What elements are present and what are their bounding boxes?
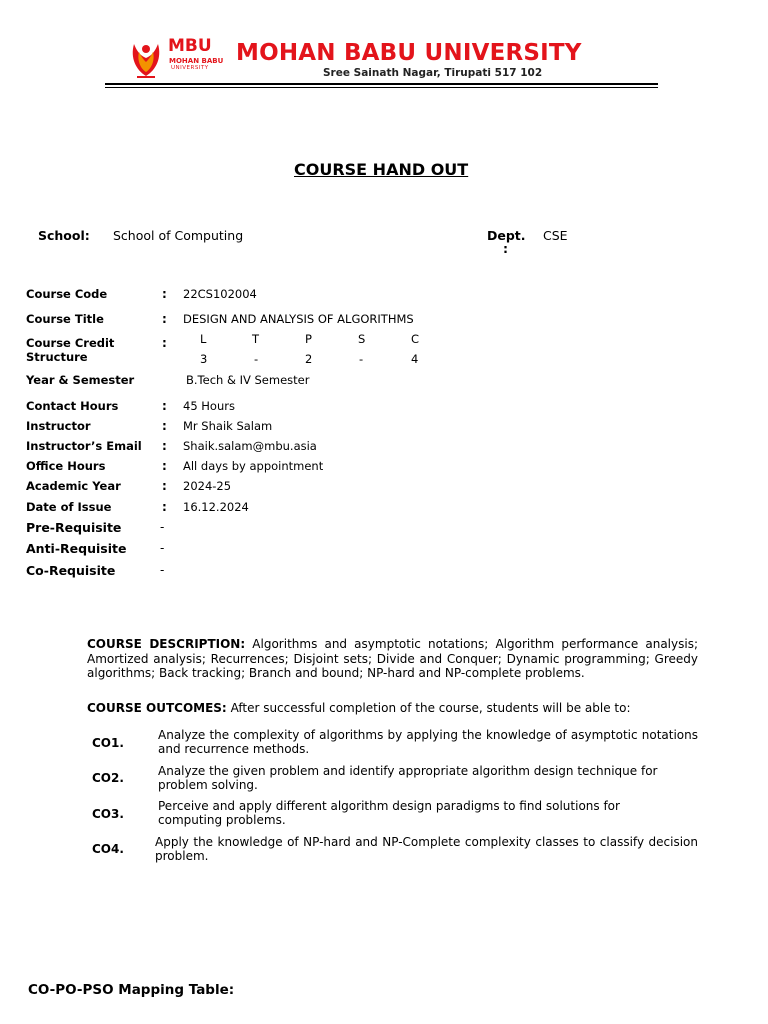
- co4-label: CO4.: [92, 842, 124, 856]
- co-requisite-value: -: [160, 563, 165, 577]
- course-code-value: 22CS102004: [183, 287, 257, 301]
- co1-text: Analyze the complexity of algorithms by applying the knowledge of asymptotic notations and recurrence methods.: [158, 728, 698, 756]
- course-code-label: Course Code: [26, 287, 108, 301]
- credit-structure-colon: :: [162, 336, 167, 350]
- contact-hours-colon: :: [162, 399, 167, 413]
- academic-year-value: 2024-25: [183, 479, 232, 493]
- contact-hours-label: Contact Hours: [26, 399, 119, 413]
- header-divider: [105, 83, 658, 85]
- date-of-issue-label: Date of Issue: [26, 500, 112, 514]
- university-logo: [128, 36, 228, 80]
- co3-label: CO3.: [92, 807, 124, 821]
- anti-requisite-value: -: [160, 541, 165, 555]
- date-of-issue-colon: :: [162, 500, 167, 514]
- year-semester-label: Year & Semester: [26, 373, 135, 387]
- university-name: MOHAN BABU UNIVERSITY: [236, 40, 582, 66]
- credit-header-c: C: [411, 332, 420, 346]
- co2-text: Analyze the given problem and identify appropriate algorithm design technique for problem solving.: [158, 764, 658, 792]
- university-address: Sree Sainath Nagar, Tirupati 517 102: [323, 67, 543, 79]
- instructor-email-label: Instructor’s Email: [26, 439, 142, 453]
- credit-value-s: -: [359, 352, 364, 366]
- credit-header-s: S: [358, 332, 366, 346]
- instructor-colon: :: [162, 419, 167, 433]
- instructor-label: Instructor: [26, 419, 91, 433]
- course-description-label: COURSE DESCRIPTION:: [87, 637, 246, 651]
- logo-subtext: MOHAN BABU: [169, 57, 224, 65]
- office-hours-value: All days by appointment: [183, 459, 324, 473]
- course-description: [87, 637, 698, 681]
- instructor-value: Mr Shaik Salam: [183, 419, 273, 433]
- course-outcomes-label: COURSE OUTCOMES:: [87, 701, 227, 715]
- course-outcomes-intro: [87, 701, 698, 716]
- course-description-text: Algorithms and asymptotic notations; Algorithm performance analysis; Amortized analysis; Recurrences; Disjoint sets; Divide and Conquer; Dynamic programming; Greedy algorithms; Back tracking; Branch and bound; NP-hard and NP-complete problems.: [87, 637, 698, 680]
- year-semester-value: B.Tech & IV Semester: [186, 373, 310, 387]
- co-requisite-label: Co-Requisite: [26, 563, 116, 578]
- logo-subtext-2: UNIVERSITY: [171, 65, 209, 71]
- course-code-colon: :: [162, 287, 167, 301]
- credit-structure-label: Course Credit: [26, 336, 115, 350]
- credit-structure-label-2: Structure: [26, 350, 88, 364]
- document-title: COURSE HAND OUT: [294, 160, 469, 179]
- co4-text: Apply the knowledge of NP-hard and NP-Complete complexity classes to classify decision problem.: [155, 835, 698, 863]
- co2-label: CO2.: [92, 771, 124, 785]
- credit-value-c: 4: [411, 352, 419, 366]
- dept-value: CSE: [543, 228, 568, 243]
- mapping-table-heading: CO-PO-PSO Mapping Table:: [28, 982, 235, 998]
- credit-value-p: 2: [305, 352, 313, 366]
- course-title-label: Course Title: [26, 312, 104, 326]
- contact-hours-value: 45 Hours: [183, 399, 235, 413]
- dept-label: Dept.: [487, 228, 526, 243]
- credit-header-l: L: [200, 332, 207, 346]
- logo-text: MBU: [168, 36, 212, 56]
- course-title-value: DESIGN AND ANALYSIS OF ALGORITHMS: [183, 312, 414, 326]
- credit-header-t: T: [252, 332, 260, 346]
- office-hours-label: Office Hours: [26, 459, 106, 473]
- pre-requisite-label: Pre-Requisite: [26, 520, 122, 535]
- course-title-colon: :: [162, 312, 167, 326]
- credit-value-t: -: [254, 352, 259, 366]
- office-hours-colon: :: [162, 459, 167, 473]
- co1-label: CO1.: [92, 736, 124, 750]
- course-outcomes-intro-text: After successful completion of the course, students will be able to:: [230, 701, 631, 715]
- instructor-email-value: Shaik.salam@mbu.asia: [183, 439, 317, 453]
- credit-header-p: P: [305, 332, 312, 346]
- academic-year-label: Academic Year: [26, 479, 121, 493]
- instructor-email-colon: :: [162, 439, 167, 453]
- date-of-issue-value: 16.12.2024: [183, 500, 249, 514]
- anti-requisite-label: Anti-Requisite: [26, 541, 127, 556]
- dept-colon: :: [503, 241, 508, 256]
- co3-text: Perceive and apply different algorithm design paradigms to find solutions for computing problems.: [158, 799, 620, 827]
- school-value: School of Computing: [113, 228, 244, 243]
- school-label: School:: [38, 228, 90, 243]
- pre-requisite-value: -: [160, 520, 165, 534]
- header-divider-thin: [105, 87, 658, 88]
- academic-year-colon: :: [162, 479, 167, 493]
- credit-value-l: 3: [200, 352, 208, 366]
